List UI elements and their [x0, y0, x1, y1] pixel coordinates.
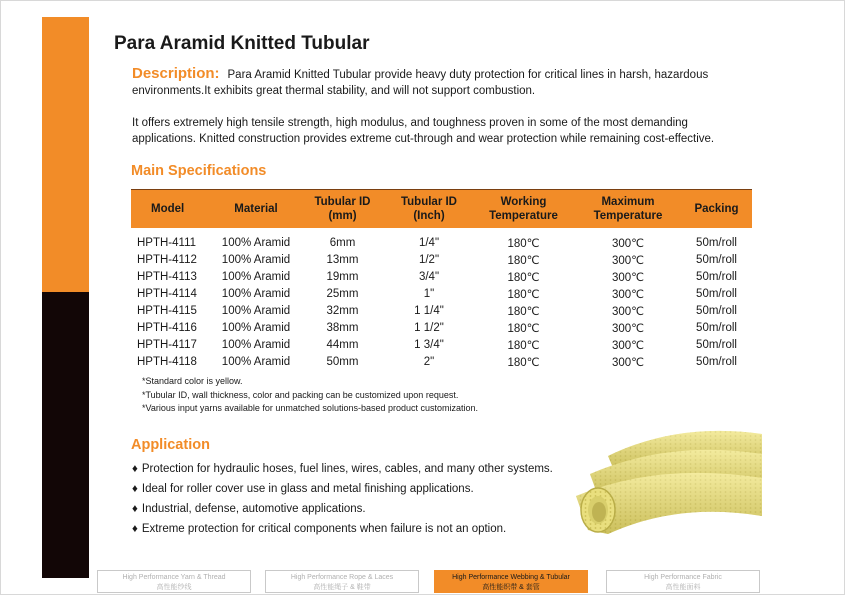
cell-id-inch: 3/4"	[418, 270, 440, 283]
column-header-working-temperature: Working Temperature	[472, 190, 575, 229]
cell-material: 100% Aramid	[221, 338, 291, 351]
footer-tab-label-cn: 高性能纱线	[156, 583, 192, 591]
page-title: Para Aramid Knitted Tubular	[114, 33, 370, 54]
table-row	[131, 336, 752, 353]
table-row	[131, 302, 752, 319]
description-text-1: Para Aramid Knitted Tubular provide heavy duty protection for critical lines in harsh, hazardous environments.It exhibits great thermal stability, and will not support combustion.	[132, 69, 709, 97]
cell-max-temp: 300℃	[611, 254, 645, 267]
list-item	[132, 480, 553, 500]
cell-id-mm: 13mm	[326, 253, 359, 266]
cell-material: 100% Aramid	[221, 355, 291, 368]
table-row	[131, 285, 752, 302]
footer-tab-label: High Performance Yarn & Thread	[122, 574, 226, 581]
cell-model: HPTH-4115	[137, 304, 197, 317]
cell-material: 100% Aramid	[221, 304, 291, 317]
cell-packing: 50m/roll	[696, 270, 737, 283]
specifications-heading: Main Specifications	[131, 163, 267, 179]
cell-id-inch: 1/2"	[418, 253, 440, 266]
cell-packing: 50m/roll	[696, 338, 737, 351]
cell-model: HPTH-4116	[137, 321, 197, 334]
table-row	[131, 319, 752, 336]
product-image	[568, 426, 762, 538]
cell-working-temp: 180℃	[507, 322, 540, 335]
cell-working-temp: 180℃	[507, 339, 540, 352]
cell-working-temp: 180℃	[507, 237, 540, 250]
footer-tab-label: High Performance Webbing & Tubular	[452, 574, 570, 581]
cell-id-mm: 25mm	[326, 287, 359, 300]
cell-max-temp: 300℃	[611, 237, 645, 250]
cell-packing: 50m/roll	[696, 304, 737, 317]
cell-id-mm: 32mm	[326, 304, 359, 317]
cell-packing: 50m/roll	[696, 321, 737, 334]
application-item-text: Protection for hydraulic hoses, fuel lines, wires, cables, and many other systems.	[141, 463, 553, 475]
footer-tab-label: High Performance Rope & Laces	[290, 574, 394, 581]
cell-max-temp: 300℃	[611, 339, 645, 352]
cell-max-temp: 300℃	[611, 356, 645, 369]
list-item	[132, 460, 553, 480]
application-item-text: Extreme protection for critical components when failure is not an option.	[141, 523, 507, 535]
cell-material: 100% Aramid	[221, 321, 291, 334]
cell-material: 100% Aramid	[221, 287, 291, 300]
column-header-tubular-id-mm: Tubular ID (mm)	[299, 190, 386, 229]
footer-tab-label-cn: 高性能绳子 & 鞋带	[313, 583, 371, 591]
note-customization: *Tubular ID, wall thickness, color and packing can be customized upon request.	[142, 389, 459, 400]
cell-id-mm: 38mm	[326, 321, 359, 334]
description-paragraph-1	[132, 66, 752, 99]
table-row	[131, 228, 752, 251]
cell-working-temp: 180℃	[507, 305, 540, 318]
cell-working-temp: 180℃	[507, 288, 540, 301]
application-heading: Application	[131, 437, 210, 453]
cell-id-inch: 2"	[423, 355, 435, 368]
cell-packing: 50m/roll	[696, 236, 737, 249]
cell-max-temp: 300℃	[611, 271, 645, 284]
side-bar-dark	[42, 292, 89, 578]
cell-material: 100% Aramid	[221, 236, 291, 249]
table-header-row	[131, 190, 752, 229]
footer-tab-label-cn: 高性能织带 & 套管	[482, 583, 540, 591]
cell-id-inch: 1"	[423, 287, 435, 300]
application-item-text: Ideal for roller cover use in glass and metal finishing applications.	[141, 483, 474, 495]
cell-max-temp: 300℃	[611, 288, 645, 301]
description-paragraph-2: It offers extremely high tensile strength, high modulus, and toughness proven in some of the most demanding applications. Knitted construction provides extreme cut-through and wear protection while remaining cost-effective.	[132, 117, 715, 145]
cell-id-mm: 19mm	[326, 270, 359, 283]
cell-model: HPTH-4118	[137, 355, 197, 368]
cell-packing: 50m/roll	[696, 287, 737, 300]
diamond-bullet-icon: ♦	[132, 523, 138, 535]
cell-working-temp: 180℃	[507, 356, 540, 369]
list-item	[132, 520, 553, 540]
cell-packing: 50m/roll	[696, 253, 737, 266]
diamond-bullet-icon: ♦	[132, 483, 138, 495]
description-section	[132, 66, 752, 147]
diamond-bullet-icon: ♦	[132, 503, 138, 515]
column-header-maximum-temperature: Maximum Temperature	[575, 190, 681, 229]
cell-material: 100% Aramid	[221, 270, 291, 283]
column-header-tubular-id-inch: Tubular ID (Inch)	[386, 190, 472, 229]
description-label: Description:	[132, 65, 220, 82]
cell-model: HPTH-4117	[137, 338, 197, 351]
footer-tab-webbing-tubular[interactable]	[434, 570, 588, 593]
specification-notes	[142, 375, 478, 416]
cell-model: HPTH-4113	[137, 270, 197, 283]
application-item-text: Industrial, defense, automotive applications.	[141, 503, 366, 515]
application-list	[132, 460, 553, 540]
table-row	[131, 268, 752, 285]
column-header-packing: Packing	[681, 190, 752, 229]
table-row	[131, 353, 752, 370]
cell-id-inch: 1 1/2"	[414, 321, 444, 334]
cell-id-mm: 50mm	[326, 355, 359, 368]
note-input-yarns: *Various input yarns available for unmatched solutions-based product customization.	[142, 403, 479, 413]
footer-tab-label-cn: 高性能面料	[665, 583, 701, 591]
cell-material: 100% Aramid	[221, 253, 291, 266]
list-item	[132, 500, 553, 520]
cell-working-temp: 180℃	[507, 254, 540, 267]
diamond-bullet-icon: ♦	[132, 463, 138, 475]
column-header-material: Material	[213, 190, 299, 229]
cell-model: HPTH-4114	[137, 287, 197, 300]
specifications-table	[131, 189, 752, 370]
column-header-model: Model	[131, 190, 213, 229]
cell-model: HPTH-4111	[137, 236, 197, 249]
cell-id-inch: 1/4"	[418, 236, 440, 249]
cell-max-temp: 300℃	[611, 322, 645, 335]
cell-id-inch: 1 1/4"	[414, 304, 444, 317]
side-bar-accent	[42, 17, 89, 292]
cell-model: HPTH-4112	[137, 253, 197, 266]
cell-id-inch: 1 3/4"	[414, 338, 444, 351]
footer-tab-yarn-thread[interactable]	[97, 570, 251, 593]
cell-max-temp: 300℃	[611, 305, 645, 318]
footer-tab-rope-laces[interactable]	[265, 570, 419, 593]
cell-working-temp: 180℃	[507, 271, 540, 284]
footer-tab-fabric[interactable]	[606, 570, 760, 593]
cell-packing: 50m/roll	[696, 355, 737, 368]
cell-id-mm: 44mm	[326, 338, 359, 351]
table-row	[131, 251, 752, 268]
note-standard-color: *Standard color is yellow.	[142, 376, 243, 386]
cell-id-mm: 6mm	[329, 236, 356, 249]
footer-tab-label: High Performance Fabric	[644, 574, 722, 581]
